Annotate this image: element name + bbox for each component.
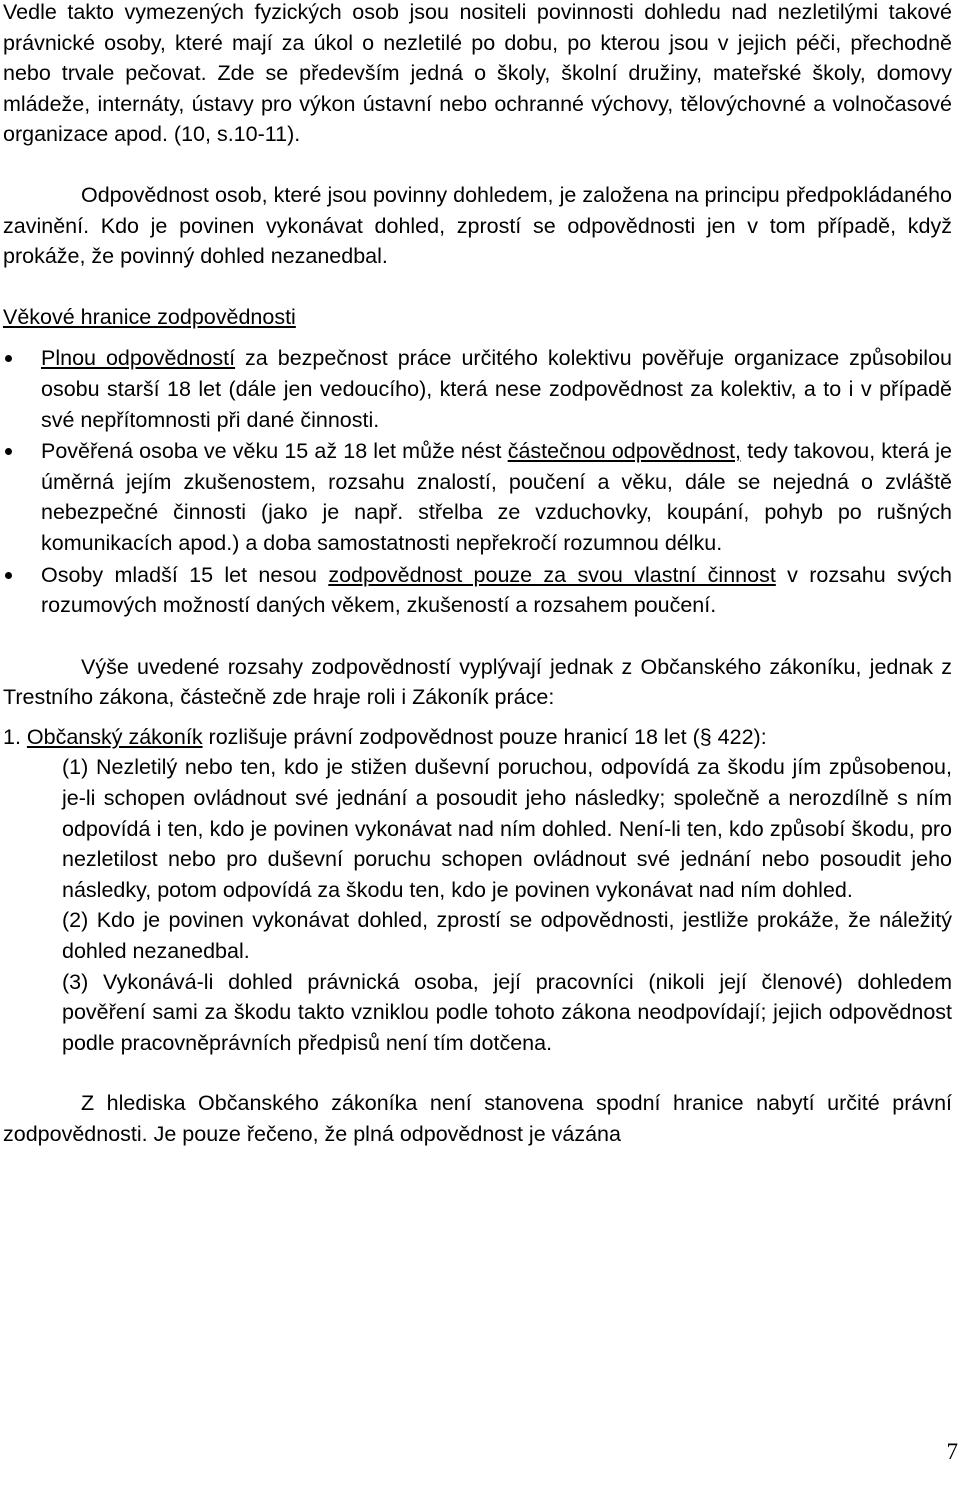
list-item-partial-responsibility bbox=[3, 436, 952, 558]
bullet-icon bbox=[5, 448, 12, 455]
bullet-icon bbox=[5, 355, 12, 362]
section-number: 1. bbox=[3, 724, 27, 749]
section-text: rozlišuje právní zodpovědnost pouze hranicí 18 let (§ 422): bbox=[202, 724, 767, 749]
list-item-text: Osoby mladší 15 let nesou bbox=[41, 562, 329, 587]
page-number: 7 bbox=[946, 1439, 958, 1464]
bullet-icon bbox=[5, 572, 12, 579]
list-item-text: v rozsahu svých rozumových možností daných věkem, zkušeností a rozsahem poučení. bbox=[41, 562, 952, 618]
paragraph-supervision-entities: Vedle takto vymezených fyzických osob jsou nositeli povinnosti dohledu nad nezletilými takové právnické osoby, které mají za úkol o nezletilé po dobu, po kterou jsou v jejich péči, přechodně nebo trvale pečovat. Zde se především jedná o školy, školní družiny, mateřské školy, domovy mládeže, internáty, ústavy pro výkon ústavní nebo ochranné výchovy, tělovýchovné a volnočasové organizace apod. (10, s.10-11). bbox=[3, 0, 952, 147]
subsection-3: (3) Vykonává-li dohled právnická osoba, její pracovníci (nikoli její členové) dohledem pověření sami za škodu takto vzniklou podle tohoto zákona neodpovídají; jejich odpovědnost podle pracovněprávních předpisů není tím dotčena. bbox=[62, 969, 952, 1055]
subsection-1: (1) Nezletilý nebo ten, kdo je stižen duševní poruchou, odpovídá za škodu jím způsobenou, je-li schopen ovládnout své jednání a posoudit jeho následky; společně a nerozdílně s ním odpovídá i ten, kdo je povinen vykonávat nad ním dohled. Není-li ten, kdo způsobí škodu, pro nezletilost nebo pro duševní poruchu schopen ovládnout své jednání nebo posoudit jeho následky, potom odpovídá za škodu ten, kdo je povinen vykonávat nad ním dohled. bbox=[62, 755, 952, 902]
list-item-text: tedy takovou, která je úměrná jejím zkušenostem, rozsahu znalostí, poučení a věku, dále se nejedná o zvláště nebezpečné činnosti (jako je např. střelba ze vzduchovky, koupání, pohyb po rušných komunikacích apod.) a doba samostatnosti nepřekročí rozumnou délku. bbox=[41, 439, 952, 555]
document-page bbox=[3, 0, 952, 1150]
list-item-full-responsibility bbox=[3, 343, 952, 435]
age-limits-list bbox=[3, 343, 952, 620]
section-heading-age-limits: Věkové hranice zodpovědnosti bbox=[3, 304, 296, 329]
section-civil-code bbox=[3, 722, 952, 753]
underlined-phrase: Občanský zákoník bbox=[26, 724, 203, 749]
paragraph-sources: Výše uvedené rozsahy zodpovědností vyplývají jednak z Občanského zákoníku, jednak z Trestního zákona, částečně zde hraje roli i Zákoník práce: bbox=[3, 654, 952, 710]
underlined-phrase: zodpovědnost pouze za svou vlastní činnost bbox=[328, 562, 776, 587]
paragraph-civil-code-age: Z hlediska Občanského zákoníka není stanovena spodní hranice nabytí určité právní zodpovědnosti. Je pouze řečeno, že plná odpovědnost je vázána bbox=[3, 1091, 952, 1146]
underlined-phrase: částečnou odpovědnost, bbox=[507, 439, 741, 464]
list-item-text: Pověřená osoba ve věku 15 až 18 let může nést bbox=[41, 439, 508, 464]
list-item-under-15 bbox=[3, 560, 952, 621]
list-item-text: za bezpečnost práce určitého kolektivu pověřuje organizace způsobilou osobu starší 18 let (dále jen vedoucího), která nese zodpovědnost za kolektiv, a to i v případě své nepřítomnosti při dané činnosti. bbox=[41, 346, 952, 432]
underlined-phrase: Plnou odpovědností bbox=[41, 346, 236, 371]
paragraph-liability-principle: Odpovědnost osob, které jsou povinny dohledem, je založena na principu předpokládaného zavinění. Kdo je povinen vykonávat dohled, zprostí se odpovědnosti jen v tom případě, když prokáže, že povinný dohled nezanedbal. bbox=[3, 182, 952, 269]
subsection-2: (2) Kdo je povinen vykonávat dohled, zprostí se odpovědnosti, jestliže prokáže, že náležitý dohled nezanedbal. bbox=[62, 908, 952, 964]
